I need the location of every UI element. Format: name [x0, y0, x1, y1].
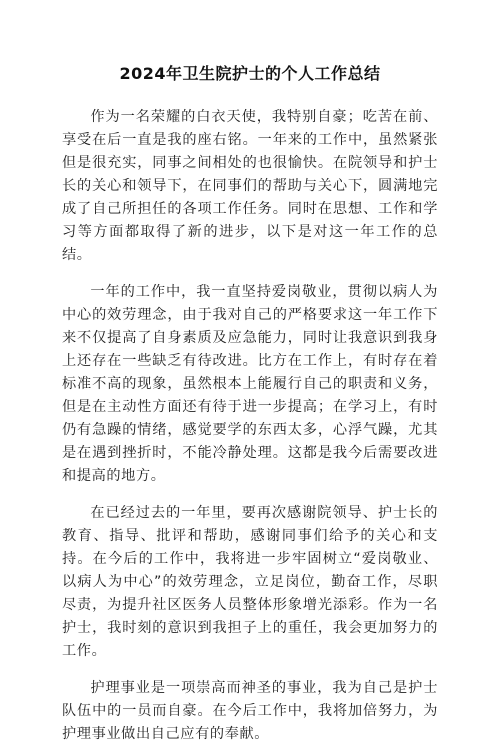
paragraph-2: 一年的工作中，我一直坚持爱岗敬业，贯彻以病人为中心的效劳理念，由于我对自己的严格要求这一年工作下来不仅提高了自身素质及应急能力，同时让我意识到我身上还存在一些缺乏有待改进。比方在工作上，有时存在着标准不高的现象，虽然根本上能履行自己的职责和义务，但是在主动性方面还有待于进一步提高；在学习上，有时仍有急躁的情绪，感觉要学的东西太多，心浮气躁，尤其是在遇到挫折时，不能冷静处理。这都是我今后需要改进和提高的地方。	[62, 284, 438, 484]
paragraph-3: 在已经过去的一年里，要再次感谢院领导、护士长的教育、指导、批评和帮助，感谢同事们给予的关心和支持。在今后的工作中，我将进一步牢固树立“爱岗敬业、以病人为中心”的效劳理念，立足岗位，勤奋工作，尽职尽责，为提升社区医务人员整体形象增光添彩。作为一名护士，我时刻的意识到我担子上的重任，我会更加努力的工作。	[62, 505, 438, 659]
paragraph-4: 护理事业是一项崇高而神圣的事业，我为自己是护士队伍中的一员而自豪。在今后工作中，我将加倍努力，为护理事业做出自己应有的奉献。	[62, 680, 438, 742]
paragraph-1: 作为一名荣耀的白衣天使，我特别自豪；吃苦在前、享受在后一直是我的座右铭。一年来的工作中，虽然紧张但是很充实，同事之间相处的也很愉快。在院领导和护士长的关心和领导下，在同事们的帮助与关心下，圆满地完成了自己所担任的各项工作任务。同时在思想、工作和学习等方面都取得了新的进步，以下是对这一年工作的总结。	[62, 109, 438, 263]
document-title: 2024年卫生院护士的个人工作总结	[119, 64, 381, 83]
